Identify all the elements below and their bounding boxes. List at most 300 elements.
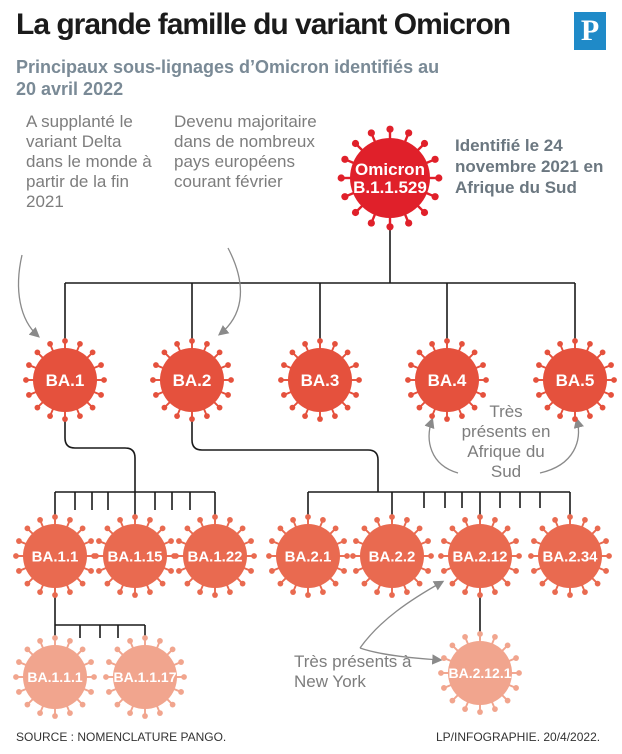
- node-omicron: [338, 126, 443, 231]
- spike-tip: [80, 647, 86, 653]
- spike-tip: [181, 674, 187, 680]
- spike-tip: [88, 659, 94, 665]
- spike-tip: [37, 517, 43, 523]
- spike-tip: [350, 553, 356, 559]
- spike-tip: [386, 223, 393, 230]
- spike-tip: [160, 581, 166, 587]
- spike-tip: [176, 568, 182, 574]
- spike-tip: [362, 526, 368, 532]
- spike-tip: [608, 392, 614, 398]
- spike-tip: [368, 129, 375, 136]
- spike-tip: [225, 392, 231, 398]
- spike-tip: [189, 338, 195, 344]
- node-ba2-12-1: [438, 631, 522, 715]
- spike-tip: [170, 702, 176, 708]
- node-ba3: [278, 338, 362, 422]
- spike-tip: [251, 553, 257, 559]
- spike-tip: [93, 553, 99, 559]
- spike-tip: [52, 635, 58, 641]
- spike-tip: [582, 517, 588, 523]
- spike-tip: [47, 413, 53, 419]
- spike-tip: [26, 392, 32, 398]
- spike-tip: [96, 568, 102, 574]
- footer-source: SOURCE : NOMENCLATURE PANGO.: [16, 730, 227, 744]
- arrow-new-york-ba2-12: [360, 582, 442, 648]
- spike-tip: [227, 589, 233, 595]
- spike-tip: [462, 706, 468, 712]
- spike-tip: [408, 362, 414, 368]
- spike-tip: [341, 156, 348, 163]
- spike-tip: [417, 526, 423, 532]
- spike-tip: [317, 338, 323, 344]
- spike-tip: [505, 526, 511, 532]
- spike-tip: [147, 589, 153, 595]
- spike-tip: [278, 377, 284, 383]
- virus-label: BA.1.1.17: [113, 669, 177, 686]
- spike-tip: [438, 670, 444, 676]
- spike-tip: [611, 377, 617, 383]
- spike-tip: [127, 710, 133, 716]
- virus-label: BA.2.12: [452, 548, 508, 566]
- spike-tip: [168, 538, 174, 544]
- spike-tip: [333, 526, 339, 532]
- spike-tip: [248, 568, 254, 574]
- spike-tip: [37, 638, 43, 644]
- spike-tip: [281, 392, 287, 398]
- spike-tip: [513, 538, 519, 544]
- spike-tip: [608, 362, 614, 368]
- spike-tip: [77, 413, 83, 419]
- spike-tip: [513, 568, 519, 574]
- spike-tip: [438, 553, 444, 559]
- spike-tip: [405, 129, 412, 136]
- spike-tip: [117, 517, 123, 523]
- virus-label: BA.1.1: [31, 548, 79, 566]
- spike-tip: [492, 634, 498, 640]
- spike-tip: [204, 341, 210, 347]
- spike-tip: [240, 581, 246, 587]
- note-ba4-ba5: Très présents en Afrique du Sud: [461, 402, 551, 481]
- spike-tip: [528, 553, 534, 559]
- spike-tip: [185, 526, 191, 532]
- spike-tip: [429, 341, 435, 347]
- spike-tip: [142, 635, 148, 641]
- spike-tip: [269, 538, 275, 544]
- spike-tip: [67, 517, 73, 523]
- spike-tip: [103, 674, 109, 680]
- node-ba1-1: [13, 514, 97, 598]
- spike-tip: [417, 581, 423, 587]
- virus-label: BA.2.12.1: [448, 665, 512, 682]
- spike-tip: [444, 338, 450, 344]
- spike-tip: [115, 647, 121, 653]
- spike-tip: [290, 589, 296, 595]
- spike-tip: [480, 392, 486, 398]
- spike-tip: [431, 156, 438, 163]
- node-ba5: [533, 338, 617, 422]
- node-ba1-1-1: [13, 635, 97, 719]
- spike-tip: [52, 592, 58, 598]
- spike-tip: [13, 553, 19, 559]
- spike-tip: [352, 140, 359, 147]
- spike-tip: [444, 416, 450, 422]
- arrow-note-ba4: [429, 420, 458, 473]
- spike-tip: [425, 538, 431, 544]
- virus-label: BA.2.1: [284, 548, 332, 566]
- spike-tip: [431, 193, 438, 200]
- node-ba1: [23, 338, 107, 422]
- note-new-york: Très présents à New York: [294, 652, 412, 691]
- arrow-new-york-ba2-12-1: [360, 648, 440, 660]
- spike-tip: [302, 413, 308, 419]
- spike-tip: [513, 685, 519, 691]
- spike-tip: [450, 526, 456, 532]
- spike-tip: [174, 341, 180, 347]
- spike-tip: [353, 568, 359, 574]
- spike-tip: [16, 689, 22, 695]
- arrow-note-ba5: [540, 420, 578, 473]
- virus-label: BA.1.22: [187, 548, 243, 566]
- spike-tip: [492, 706, 498, 712]
- spike-tip: [90, 405, 96, 411]
- spike-tip: [421, 140, 428, 147]
- spike-tip: [353, 538, 359, 544]
- spike-tip: [37, 710, 43, 716]
- spike-tip: [552, 517, 558, 523]
- spike-tip: [168, 568, 174, 574]
- arrow-note-ba2: [220, 248, 240, 334]
- spike-tip: [90, 350, 96, 356]
- spike-tip: [35, 405, 41, 411]
- spike-tip: [341, 568, 347, 574]
- spike-tip: [88, 689, 94, 695]
- spike-tip: [356, 377, 362, 383]
- spike-tip: [281, 362, 287, 368]
- spike-tip: [150, 377, 156, 383]
- spike-tip: [173, 553, 179, 559]
- spike-tip: [540, 581, 546, 587]
- spike-tip: [477, 631, 483, 637]
- spike-tip: [341, 193, 348, 200]
- spike-tip: [557, 341, 563, 347]
- spike-tip: [160, 526, 166, 532]
- spike-tip: [16, 568, 22, 574]
- spike-tip: [462, 517, 468, 523]
- spike-tip: [52, 514, 58, 520]
- spike-tip: [352, 209, 359, 216]
- spike-tip: [429, 413, 435, 419]
- spike-tip: [26, 362, 32, 368]
- spike-tip: [344, 553, 350, 559]
- virus-label: BA.2: [172, 371, 212, 391]
- spike-tip: [450, 643, 456, 649]
- spike-tip: [320, 589, 326, 595]
- spike-tip: [459, 341, 465, 347]
- spike-tip: [153, 392, 159, 398]
- spike-tip: [408, 392, 414, 398]
- spike-tip: [80, 526, 86, 532]
- spike-tip: [462, 634, 468, 640]
- spike-tip: [204, 413, 210, 419]
- spike-tip: [405, 377, 411, 383]
- spike-tip: [567, 592, 573, 598]
- spike-tip: [197, 589, 203, 595]
- spike-tip: [389, 592, 395, 598]
- spike-tip: [174, 413, 180, 419]
- spike-tip: [269, 568, 275, 574]
- logo-letter: P: [580, 14, 600, 47]
- spike-tip: [217, 350, 223, 356]
- node-ba2-1: [266, 514, 350, 598]
- spike-tip: [417, 350, 423, 356]
- spike-tip: [212, 592, 218, 598]
- spike-tip: [13, 674, 19, 680]
- spike-tip: [225, 362, 231, 368]
- spike-tip: [170, 647, 176, 653]
- spike-tip: [595, 526, 601, 532]
- spike-tip: [477, 709, 483, 715]
- spike-tip: [389, 514, 395, 520]
- spike-tip: [338, 174, 345, 181]
- spike-tip: [80, 702, 86, 708]
- virus-label: BA.2.34: [542, 548, 598, 566]
- spike-tip: [317, 416, 323, 422]
- spike-tip: [77, 341, 83, 347]
- spike-tip: [105, 581, 111, 587]
- spike-tip: [531, 568, 537, 574]
- spike-tip: [345, 405, 351, 411]
- spike-tip: [513, 655, 519, 661]
- spike-tip: [368, 219, 375, 226]
- spike-tip: [492, 517, 498, 523]
- spike-tip: [25, 702, 31, 708]
- page-title: La grande famille du variant Omicron: [16, 8, 511, 41]
- spike-tip: [450, 698, 456, 704]
- spike-tip: [572, 416, 578, 422]
- virus-label: Omicron: [355, 160, 425, 180]
- spike-tip: [552, 589, 558, 595]
- spike-tip: [16, 538, 22, 544]
- spike-tip: [435, 174, 442, 181]
- spike-tip: [441, 538, 447, 544]
- spike-tip: [477, 592, 483, 598]
- spike-tip: [587, 413, 593, 419]
- node-ba2-34: [528, 514, 612, 598]
- spike-tip: [572, 338, 578, 344]
- spike-tip: [305, 514, 311, 520]
- virus-label: BA.1.1.1: [27, 669, 83, 686]
- spike-tip: [305, 592, 311, 598]
- spike-tip: [472, 350, 478, 356]
- spike-tip: [67, 589, 73, 595]
- spike-tip: [16, 659, 22, 665]
- spike-tip: [582, 589, 588, 595]
- virus-label: BA.1: [45, 371, 85, 391]
- spike-tip: [248, 538, 254, 544]
- spike-tip: [531, 538, 537, 544]
- line-ba2-down: [192, 415, 378, 492]
- spike-tip: [35, 350, 41, 356]
- virus-label: BA.5: [555, 371, 595, 391]
- note-root: Identifié le 24 novembre 2021 en Afrique du Sud: [455, 136, 604, 197]
- virus-label: BA.4: [427, 371, 467, 391]
- spike-tip: [25, 581, 31, 587]
- spike-tip: [332, 413, 338, 419]
- spike-tip: [67, 710, 73, 716]
- spike-tip: [516, 553, 522, 559]
- virus-label: BA.3: [300, 371, 340, 391]
- spike-tip: [212, 514, 218, 520]
- node-ba4: [405, 338, 489, 422]
- spike-tip: [362, 581, 368, 587]
- note-ba2: Devenu majoritaire dans de nombreux pays européens courant février: [174, 112, 317, 191]
- spike-tip: [290, 350, 296, 356]
- spike-tip: [386, 126, 393, 133]
- spike-tip: [240, 526, 246, 532]
- spike-tip: [505, 698, 511, 704]
- spike-tip: [278, 526, 284, 532]
- spike-tip: [266, 553, 272, 559]
- spike-tip: [127, 638, 133, 644]
- annotation-arrows: [19, 248, 579, 660]
- spike-tip: [353, 392, 359, 398]
- arrow-note-ba1: [19, 255, 38, 336]
- note-ba1: A supplanté le variant Delta dans le monde à partir de la fin 2021: [26, 112, 152, 211]
- page-subtitle: Principaux sous-lignages d’Omicron identifiés au 20 avril 2022: [16, 57, 440, 99]
- spike-tip: [374, 589, 380, 595]
- spike-tip: [185, 581, 191, 587]
- spike-tip: [480, 362, 486, 368]
- spike-tip: [96, 538, 102, 544]
- spike-tip: [600, 405, 606, 411]
- spike-tip: [545, 350, 551, 356]
- spike-tip: [132, 514, 138, 520]
- spike-tip: [80, 581, 86, 587]
- spike-tip: [505, 643, 511, 649]
- spike-tip: [536, 362, 542, 368]
- spike-tip: [557, 413, 563, 419]
- spike-tip: [178, 689, 184, 695]
- spike-tip: [417, 405, 423, 411]
- spike-tip: [341, 538, 347, 544]
- node-ba1-22: [173, 514, 257, 598]
- spike-tip: [62, 338, 68, 344]
- node-ba2-2: [350, 514, 434, 598]
- spike-tip: [157, 710, 163, 716]
- spike-tip: [37, 589, 43, 595]
- spike-tip: [353, 362, 359, 368]
- node-ba1-1-17: [103, 635, 187, 719]
- spike-tip: [477, 514, 483, 520]
- spike-tip: [217, 405, 223, 411]
- spike-tip: [62, 416, 68, 422]
- spike-tip: [345, 350, 351, 356]
- spike-tip: [540, 526, 546, 532]
- spike-tip: [536, 392, 542, 398]
- spike-tip: [176, 538, 182, 544]
- spike-tip: [333, 581, 339, 587]
- spike-tip: [189, 416, 195, 422]
- spike-tip: [567, 514, 573, 520]
- spike-tip: [98, 392, 104, 398]
- spike-tip: [603, 538, 609, 544]
- spike-tip: [106, 689, 112, 695]
- node-ba2-12: [438, 514, 522, 598]
- spike-tip: [178, 659, 184, 665]
- spike-tip: [101, 377, 107, 383]
- spike-tip: [545, 405, 551, 411]
- spike-tip: [23, 377, 29, 383]
- spike-tip: [462, 589, 468, 595]
- spike-tip: [147, 517, 153, 523]
- spike-tip: [290, 405, 296, 411]
- spike-tip: [157, 638, 163, 644]
- spike-tip: [472, 405, 478, 411]
- spike-tip: [132, 592, 138, 598]
- spike-tip: [428, 553, 434, 559]
- footer-credit: LP/INFOGRAPHIE. 20/4/2022.: [436, 730, 601, 744]
- virus-label: BA.2.2: [368, 548, 416, 566]
- spike-tip: [492, 589, 498, 595]
- spike-tip: [320, 517, 326, 523]
- spike-tip: [505, 581, 511, 587]
- spike-tip: [587, 341, 593, 347]
- spike-tip: [115, 702, 121, 708]
- spike-tip: [606, 553, 612, 559]
- spike-tip: [227, 517, 233, 523]
- spike-tip: [441, 685, 447, 691]
- spike-tip: [197, 517, 203, 523]
- node-ba1-15: [93, 514, 177, 598]
- virus-label: B.1.1.529: [353, 178, 427, 198]
- spike-tip: [332, 341, 338, 347]
- spike-tip: [162, 350, 168, 356]
- spike-tip: [25, 526, 31, 532]
- spike-tip: [374, 517, 380, 523]
- spike-tip: [516, 670, 522, 676]
- spike-tip: [98, 362, 104, 368]
- spike-tip: [425, 568, 431, 574]
- spike-tip: [483, 377, 489, 383]
- spike-tip: [459, 413, 465, 419]
- spike-tip: [162, 405, 168, 411]
- spike-tip: [67, 638, 73, 644]
- spike-tip: [106, 659, 112, 665]
- spike-tip: [404, 589, 410, 595]
- spike-tip: [595, 581, 601, 587]
- spike-tip: [600, 350, 606, 356]
- spike-tip: [88, 568, 94, 574]
- spike-tip: [153, 362, 159, 368]
- spike-tip: [405, 219, 412, 226]
- spike-tip: [105, 526, 111, 532]
- variant-nodes: [13, 126, 617, 719]
- line-ba1-down: [65, 415, 135, 492]
- spike-tip: [117, 589, 123, 595]
- spike-tip: [88, 538, 94, 544]
- spike-tip: [278, 581, 284, 587]
- spike-tip: [228, 377, 234, 383]
- spike-tip: [603, 568, 609, 574]
- spike-tip: [52, 713, 58, 719]
- spike-tip: [25, 647, 31, 653]
- node-ba2: [150, 338, 234, 422]
- spike-tip: [533, 377, 539, 383]
- spike-tip: [450, 581, 456, 587]
- spike-tip: [441, 568, 447, 574]
- virus-label: BA.1.15: [107, 548, 163, 566]
- spike-tip: [47, 341, 53, 347]
